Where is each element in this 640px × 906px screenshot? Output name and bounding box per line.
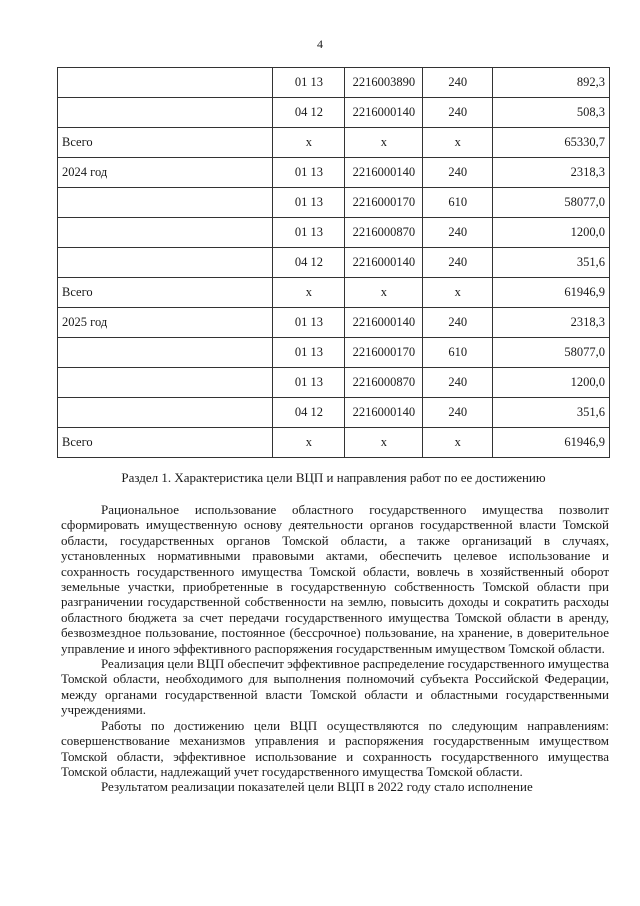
cell-label: Всего [58,428,273,458]
table-row [58,158,610,188]
cell-section-code: 01 13 [273,68,345,98]
cell-amount: 58077,0 [493,338,610,368]
cell-article-code: 2216000170 [345,338,423,368]
cell-label [58,338,273,368]
table-row [58,68,610,98]
table-row [58,218,610,248]
cell-label [58,248,273,278]
cell-amount: 892,3 [493,68,610,98]
cell-label [58,188,273,218]
cell-article-code: х [345,428,423,458]
cell-expense-type: 240 [423,98,493,128]
cell-section-code: 01 13 [273,188,345,218]
cell-article-code: 2216003890 [345,68,423,98]
cell-section-code: 01 13 [273,338,345,368]
cell-section-code: 01 13 [273,218,345,248]
cell-expense-type: 240 [423,368,493,398]
cell-section-code: 04 12 [273,248,345,278]
table-row [58,308,610,338]
cell-label: Всего [58,128,273,158]
cell-article-code: х [345,128,423,158]
section-title: Раздел 1. Характеристика цели ВЦП и направления работ по ее достижению [121,470,546,485]
page-number: 4 [317,37,323,51]
cell-label: 2025 год [58,308,273,338]
cell-section-code: 01 13 [273,368,345,398]
table-row [58,278,610,308]
table-row [58,98,610,128]
cell-section-code: х [273,428,345,458]
cell-article-code: 2216000140 [345,248,423,278]
paragraph: Реализация цели ВЦП обеспечит эффективное распределение государственного имущества Томской области, необходимого для выполнения полномочий субъекта Российской Федерации, между органами государственной власти Томской области и областными государственными учреждениями. [61,656,609,718]
cell-amount: 2318,3 [493,158,610,188]
cell-expense-type: х [423,128,493,158]
cell-expense-type: 240 [423,68,493,98]
cell-amount: 1200,0 [493,218,610,248]
cell-label [58,218,273,248]
paragraph: Работы по достижению цели ВЦП осуществляются по следующим направлениям: совершенствование механизмов управления и распоряжения государственным имуществом Томской области, эффективное использование и сохранность государственного имущества Томской области, надлежащий учет государственного имущества Томской области. [61,717,609,779]
cell-label [58,368,273,398]
cell-label [58,398,273,428]
table-row [58,338,610,368]
cell-article-code: 2216000140 [345,308,423,338]
cell-label: Всего [58,278,273,308]
cell-label [58,98,273,128]
section-body [61,502,609,795]
cell-expense-type: х [423,278,493,308]
cell-section-code: 04 12 [273,98,345,128]
cell-section-code: х [273,128,345,158]
cell-amount: 351,6 [493,248,610,278]
cell-amount: 351,6 [493,398,610,428]
table-row [58,188,610,218]
paragraph: Рациональное использование областного государственного имущества позволит сформировать имущественную основу деятельности органов государственной власти Томской области, государственных органов Томской области, а также организаций в случаях, установленных нормативными правовыми актами, обеспечить целевое использование и сохранность государственного имущества Томской области, вовлечь в хозяйственный оборот земельные участки, приобретенные в государственную собственность Томской области при разграничении государственной собственности на землю, повысить доходы и сократить расходы областного бюджета за счет передачи государственного имущества Томской области в аренду, безвозмездное пользование, постоянное (бессрочное) пользование, на хранение, в доверительное управление и иного эффективного распоряжения государственным имуществом Томской области. [61,502,609,656]
cell-article-code: 2216000140 [345,98,423,128]
cell-expense-type: 240 [423,218,493,248]
cell-amount: 61946,9 [493,428,610,458]
cell-amount: 65330,7 [493,128,610,158]
cell-article-code: 2216000140 [345,158,423,188]
budget-table [57,67,610,458]
paragraph: Результатом реализации показателей цели ВЦП в 2022 году стало исполнение [101,779,533,795]
cell-section-code: 01 13 [273,158,345,188]
cell-label: 2024 год [58,158,273,188]
cell-expense-type: 610 [423,338,493,368]
cell-article-code: 2216000170 [345,188,423,218]
cell-expense-type: 240 [423,158,493,188]
cell-section-code: 04 12 [273,398,345,428]
cell-article-code: 2216000140 [345,398,423,428]
cell-label [58,68,273,98]
cell-article-code: х [345,278,423,308]
table-row [58,368,610,398]
table-row [58,398,610,428]
cell-expense-type: х [423,428,493,458]
cell-article-code: 2216000870 [345,368,423,398]
cell-amount: 58077,0 [493,188,610,218]
table-row [58,248,610,278]
table-row [58,428,610,458]
cell-section-code: 01 13 [273,308,345,338]
cell-amount: 1200,0 [493,368,610,398]
cell-amount: 2318,3 [493,308,610,338]
cell-expense-type: 240 [423,308,493,338]
cell-expense-type: 240 [423,398,493,428]
cell-article-code: 2216000870 [345,218,423,248]
table-row [58,128,610,158]
budget-table-body [58,68,610,458]
cell-expense-type: 240 [423,248,493,278]
cell-expense-type: 610 [423,188,493,218]
cell-section-code: х [273,278,345,308]
cell-amount: 508,3 [493,98,610,128]
cell-amount: 61946,9 [493,278,610,308]
